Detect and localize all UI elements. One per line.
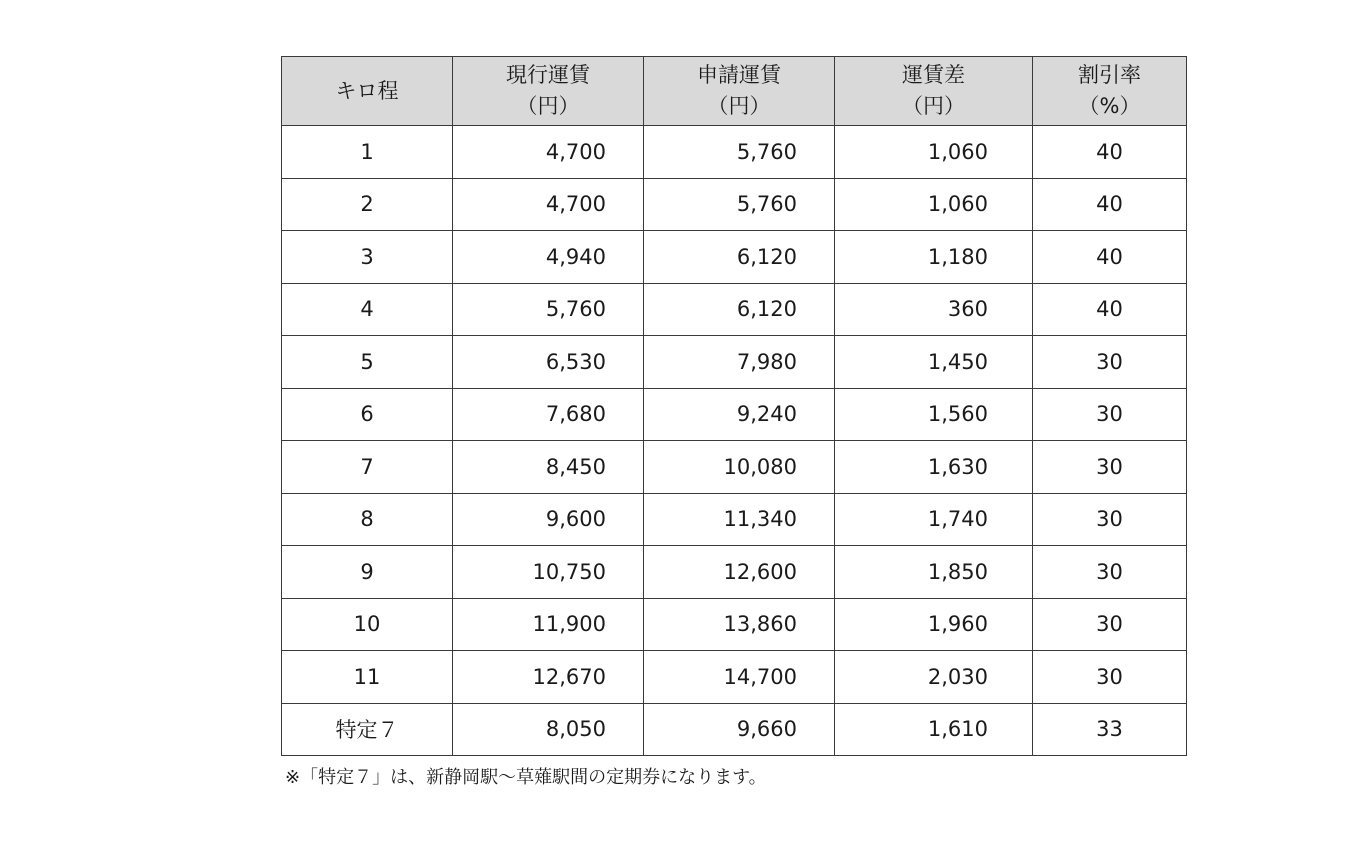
cell-current-fare: 4,700	[453, 126, 644, 179]
cell-current-fare: 12,670	[453, 651, 644, 704]
header-current-fare-label: 現行運賃	[506, 63, 590, 87]
cell-discount-rate: 30	[1033, 388, 1187, 441]
cell-requested-fare: 5,760	[644, 126, 835, 179]
table-row	[282, 388, 1187, 441]
header-requested-fare-unit: （円）	[707, 94, 771, 118]
cell-requested-fare: 5,760	[644, 178, 835, 231]
header-fare-difference	[835, 57, 1033, 126]
cell-current-fare: 5,760	[453, 283, 644, 336]
cell-discount-rate: 30	[1033, 546, 1187, 599]
header-discount-rate-label: 割引率	[1078, 63, 1141, 87]
header-distance	[282, 57, 453, 126]
header-discount-rate-unit: （%）	[1078, 94, 1141, 118]
cell-fare-difference: 1,450	[835, 336, 1033, 389]
table-row	[282, 178, 1187, 231]
cell-requested-fare: 13,860	[644, 598, 835, 651]
table-row	[282, 283, 1187, 336]
cell-current-fare: 4,700	[453, 178, 644, 231]
cell-discount-rate: 33	[1033, 703, 1187, 756]
cell-requested-fare: 10,080	[644, 441, 835, 494]
cell-current-fare: 6,530	[453, 336, 644, 389]
table-row	[282, 336, 1187, 389]
cell-current-fare: 7,680	[453, 388, 644, 441]
header-discount-rate	[1033, 57, 1187, 126]
cell-distance: 11	[282, 651, 453, 704]
cell-requested-fare: 9,660	[644, 703, 835, 756]
fare-table	[281, 56, 1187, 756]
cell-requested-fare: 6,120	[644, 283, 835, 336]
cell-discount-rate: 30	[1033, 651, 1187, 704]
cell-fare-difference: 1,180	[835, 231, 1033, 284]
table-row	[282, 231, 1187, 284]
header-fare-difference-label: 運賃差	[902, 63, 965, 87]
table-row	[282, 546, 1187, 599]
cell-distance: 8	[282, 493, 453, 546]
cell-distance: 5	[282, 336, 453, 389]
table-row	[282, 703, 1187, 756]
cell-requested-fare: 11,340	[644, 493, 835, 546]
cell-current-fare: 8,050	[453, 703, 644, 756]
cell-distance: 6	[282, 388, 453, 441]
cell-current-fare: 11,900	[453, 598, 644, 651]
cell-discount-rate: 30	[1033, 598, 1187, 651]
header-row	[282, 57, 1187, 126]
cell-requested-fare: 9,240	[644, 388, 835, 441]
footnote: ※「特定７」は、新静岡駅～草薙駅間の定期券になります。	[285, 767, 767, 788]
cell-fare-difference: 1,630	[835, 441, 1033, 494]
cell-current-fare: 9,600	[453, 493, 644, 546]
table-row	[282, 651, 1187, 704]
cell-discount-rate: 30	[1033, 441, 1187, 494]
cell-requested-fare: 6,120	[644, 231, 835, 284]
header-current-fare	[453, 57, 644, 126]
cell-requested-fare: 12,600	[644, 546, 835, 599]
cell-discount-rate: 30	[1033, 336, 1187, 389]
table-row	[282, 441, 1187, 494]
cell-distance: 9	[282, 546, 453, 599]
cell-distance: 4	[282, 283, 453, 336]
cell-fare-difference: 1,740	[835, 493, 1033, 546]
cell-requested-fare: 14,700	[644, 651, 835, 704]
cell-discount-rate: 40	[1033, 126, 1187, 179]
table-header	[282, 57, 1187, 126]
header-requested-fare	[644, 57, 835, 126]
cell-fare-difference: 1,060	[835, 126, 1033, 179]
cell-current-fare: 8,450	[453, 441, 644, 494]
cell-discount-rate: 40	[1033, 283, 1187, 336]
cell-requested-fare: 7,980	[644, 336, 835, 389]
cell-fare-difference: 1,060	[835, 178, 1033, 231]
cell-fare-difference: 1,610	[835, 703, 1033, 756]
cell-distance: 10	[282, 598, 453, 651]
cell-discount-rate: 40	[1033, 231, 1187, 284]
cell-current-fare: 4,940	[453, 231, 644, 284]
table-row	[282, 126, 1187, 179]
cell-distance: 特定７	[282, 703, 453, 756]
table-row	[282, 493, 1187, 546]
cell-distance: 1	[282, 126, 453, 179]
header-fare-difference-unit: （円）	[902, 94, 965, 118]
table-row	[282, 598, 1187, 651]
header-requested-fare-label: 申請運賃	[697, 63, 781, 87]
cell-fare-difference: 2,030	[835, 651, 1033, 704]
header-distance-label: キロ程	[335, 78, 399, 103]
cell-discount-rate: 40	[1033, 178, 1187, 231]
table-body	[282, 126, 1187, 756]
cell-fare-difference: 1,560	[835, 388, 1033, 441]
cell-fare-difference: 360	[835, 283, 1033, 336]
cell-current-fare: 10,750	[453, 546, 644, 599]
header-current-fare-unit: （円）	[516, 94, 580, 118]
cell-fare-difference: 1,850	[835, 546, 1033, 599]
cell-distance: 3	[282, 231, 453, 284]
cell-distance: 7	[282, 441, 453, 494]
cell-distance: 2	[282, 178, 453, 231]
cell-fare-difference: 1,960	[835, 598, 1033, 651]
cell-discount-rate: 30	[1033, 493, 1187, 546]
